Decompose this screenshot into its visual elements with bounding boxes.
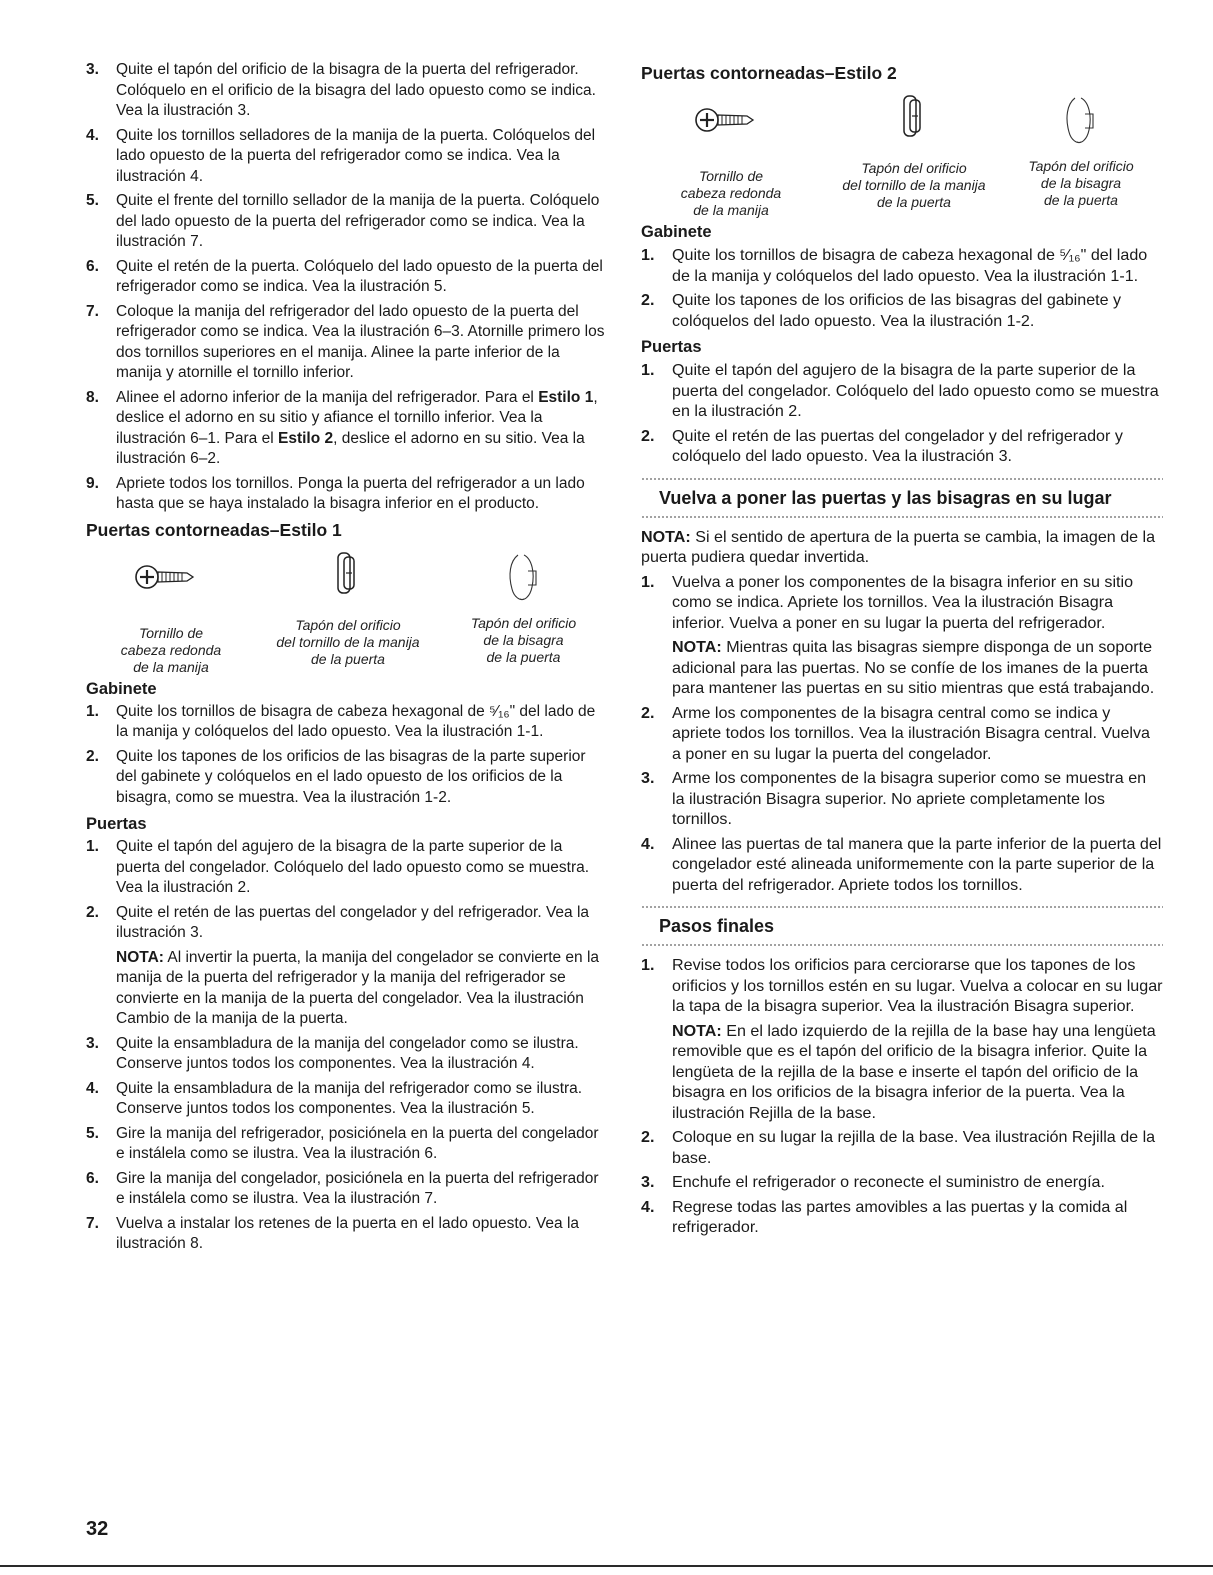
subsection-heading: Gabinete [641,223,712,241]
note: NOTA: En el lado izquierdo de la rejilla de la base hay una lengüeta removible que es el tapón del orificio de la bisagra inferior. Quite la lengüeta de la rejilla de la base e inserte el tapón del orificio de la bisagra en los orificios de la bisagra inferior de la puerta. Vea la ilustración Rejilla de la base. [672,1021,1156,1122]
section-banner [641,477,1163,519]
list-item: 2. Arme los componentes de la bisagra central como se indica y apriete todos los tornillos. Vea la ilustración Bisagra central. Vuelva a poner en su lugar la puerta del congelador. [641,703,1151,763]
parts-legend-item: Tapón del orificio del tornillo de la manija de la puerta [248,547,448,668]
list-item: 6. Gire la manija del congelador, posiciónela en la puerta del refrigerador e instálela como se ilustra. Vea la ilustración 7. [86,1169,599,1207]
dotted-divider [641,515,1163,519]
list-item: 1. Quite el tapón del agujero de la bisagra de la parte superior de la puerta del congelador. Colóquelo del lado opuesto como se muestra en la ilustración 2. [641,361,1159,420]
parts-legend [86,547,606,673]
section-heading: Puertas contorneadas–Estilo 2 [641,63,897,83]
section-heading: Pasos finales [659,916,775,936]
note: NOTA: Mientras quita las bisagras siempre disponga de un soporte adicional para las puertas. No se confíe de los imanes de la puerta para mantener las puertas en su sitio mientras que está trabajando. [672,638,1155,697]
handle-screw-hole-plug-icon [248,549,448,615]
handle-screw-hole-plug-icon [819,92,1009,158]
list-item: 4. Alinee las puertas de tal manera que la parte inferior de la puerta del congelador esté alineada uniformemente con la parte superior de la puerta del refrigerador. Apriete todos los tornillos. [641,834,1162,894]
list-item: 5. Gire la manija del refrigerador, posiciónela en la puerta del congelador e instálela como se ilustra. Vea la ilustración 6. [86,1124,599,1162]
parts-legend-item: Tapón del orificio de la bisagra de la puerta [441,547,606,666]
list-item: 1. Vuelva a poner los componentes de la bisagra inferior en su sitio como se indica. Apriete los tornillos. Vea la ilustración Bisagra inferior. Vuelva a poner en su lugar la puerta del refrigerador. NOTA: Mientras quita las bisagras siempre disponga de un soporte adicional para las puertas. No se confíe de los imanes de la puerta para mantener las puertas en su sitio mientras que está trabajando. [641,572,1163,699]
parts-legend [641,90,1163,216]
list-item: 4. Quite los tornillos selladores de la manija de la puerta. Colóquelos del lado opuesto de la puerta del refrigerador como se indica. Vea la ilustración 4. [86,126,596,185]
list-item: 1. Quite los tornillos de bisagra de cabeza hexagonal de ⁵⁄₁₆" del lado de la manija y colóquelos del lado opuesto. Vea la ilustración 1-1. [86,702,596,740]
list-item: 3. Enchufe el refrigerador o reconecte el suministro de energía. [641,1173,1105,1191]
left-column [86,60,606,1259]
list-item: 2. Quite el retén de las puertas del congelador y del refrigerador. Vea la ilustración 3. NOTA: Al invertir la puerta, la manija del congelador se convierte en la manija de la puerta del refrigerador y la manija del refrigerador se convierte en la manija de la puerta del congelador. Vea la ilustración Cambio de la manija de la puerta. [86,903,606,1030]
subsection-heading: Puertas [641,338,702,356]
dotted-divider [641,943,1163,947]
list-item: 2. Quite los tapones de los orificios de las bisagras de la parte superior del gabinete y colóquelos en el lado opuesto de los orificios de la bisagra, como se muestra. Vea la ilustración 1-2. [86,747,586,806]
subsection-heading: Puertas [86,815,147,833]
list-item: 3. Quite el tapón del orificio de la bisagra de la puerta del refrigerador. Colóquelo en el orificio de la bisagra del lado opuesto como se indica. Vea la ilustración 3. [86,61,596,119]
dotted-divider [641,905,1163,909]
list-item: 2. Coloque en su lugar la rejilla de la base. Vea ilustración Rejilla de la base. [641,1128,1156,1167]
list-item: 4. Regrese todas las partes amovibles a las puertas y la comida al refrigerador. [641,1197,1128,1236]
round-head-screw-icon [641,100,821,166]
note: NOTA: Al invertir la puerta, la manija del congelador se convierte en la manija de la puerta del refrigerador y la manija del refrigerador se convierte en la manija de la puerta del congelador. Vea la ilustración Cambio de la manija de la puerta. [116,948,600,1027]
parts-legend-item: Tornillo de cabeza redonda de la manija [641,90,821,219]
subsection-heading: Gabinete [86,679,157,698]
dotted-divider [641,477,1163,481]
list-item: 7. Coloque la manija del refrigerador del lado opuesto de la puerta del refrigerador como se indica. Vea la ilustración 6–3. Atornille primero los dos tornillos superiores en el manija. Alinee la parte inferior de la manija y atornille el tornillo inferior. [86,302,605,381]
list-item: 3. Arme los componentes de la bisagra superior como se muestra en la ilustración Bisagra superior. No apriete completamente los tornillos. [641,769,1147,828]
list-item: 7. Vuelva a instalar los retenes de la puerta en el lado opuesto. Vea la ilustración 8. [86,1214,580,1252]
section-banner [641,905,1163,947]
parts-legend-item: Tapón del orificio de la bisagra de la puerta [1001,90,1161,209]
hinge-hole-plug-icon [1001,90,1161,156]
parts-legend-item: Tapón del orificio del tornillo de la manija de la puerta [819,90,1009,211]
list-item: 8. Alinee el adorno inferior de la manija del refrigerador. Para el Estilo 1, deslice el adorno en su sitio y afiance el tornillo inferior. Vea la ilustración 6–1. Para el Estilo 2, deslice el adorno en su sitio. Vea la ilustración 6–2. [86,388,598,467]
list-item: 2. Quite el retén de las puertas del congelador y del refrigerador y colóquelo del lado opuesto. Vea la ilustración 3. [641,426,1123,465]
note: NOTA: Si el sentido de apertura de la puerta se cambia, la imagen de la puerta pudiera quedar invertida. [641,527,1156,566]
list-item: 1. Quite el tapón del agujero de la bisagra de la parte superior de la puerta del congelador. Colóquelo del lado opuesto como se muestra. Vea la ilustración 2. [86,838,590,896]
section-heading: Vuelva a poner las puertas y las bisagras en su lugar [659,487,1112,508]
list-item: 2. Quite los tapones de los orificios de las bisagras del gabinete y colóquelos del lado opuesto. Vea la ilustración 1-2. [641,291,1122,330]
list-item: 3. Quite la ensambladura de la manija del congelador como se ilustra. Conserve juntos todos los componentes. Vea la ilustración 4. [86,1034,579,1072]
list-item: 1. Revise todos los orificios para cerciorarse que los tapones de los orificios y los tornillos estén en su lugar. Vuelva a colocar en su lugar la tapa de la bisagra superior. Vea la ilustración Bisagra superior. NOTA: En el lado izquierdo de la rejilla de la base hay una lengüeta removible que es el tapón del orificio de la bisagra inferior. Quite la lengüeta de la rejilla de la base e inserte el tapón del orificio de la bisagra en los orificios de la bisagra inferior de la puerta. Vea la ilustración Rejilla de la base. [641,956,1163,1122]
list-item: 9. Apriete todos los tornillos. Ponga la puerta del refrigerador a un lado hasta que se haya instalado la bisagra inferior en el producto. [86,474,585,512]
section-heading: Puertas contorneadas–Estilo 1 [86,519,342,540]
bottom-rule [0,1565,1213,1567]
list-item: 6. Quite el retén de la puerta. Colóquelo del lado opuesto de la puerta del refrigerador como se indica. Vea la ilustración 5. [86,257,603,295]
hinge-hole-plug-icon [441,547,606,613]
parts-legend-item: Tornillo de cabeza redonda de la manija [86,547,256,676]
page-number: 32 [86,1518,109,1540]
list-item: 5. Quite el frente del tornillo sellador de la manija de la puerta. Colóquelo del lado opuesto de la puerta del refrigerador como se indica. Vea la ilustración 7. [86,192,600,250]
round-head-screw-icon [86,557,256,623]
list-item: 1. Quite los tornillos de bisagra de cabeza hexagonal de ⁵⁄₁₆" del lado de la manija y colóquelos del lado opuesto. Vea la ilustración 1-1. [641,246,1148,285]
right-column [641,60,1163,1242]
list-item: 4. Quite la ensambladura de la manija del refrigerador como se ilustra. Conserve juntos todos los componentes. Vea la ilustración 5. [86,1079,583,1117]
